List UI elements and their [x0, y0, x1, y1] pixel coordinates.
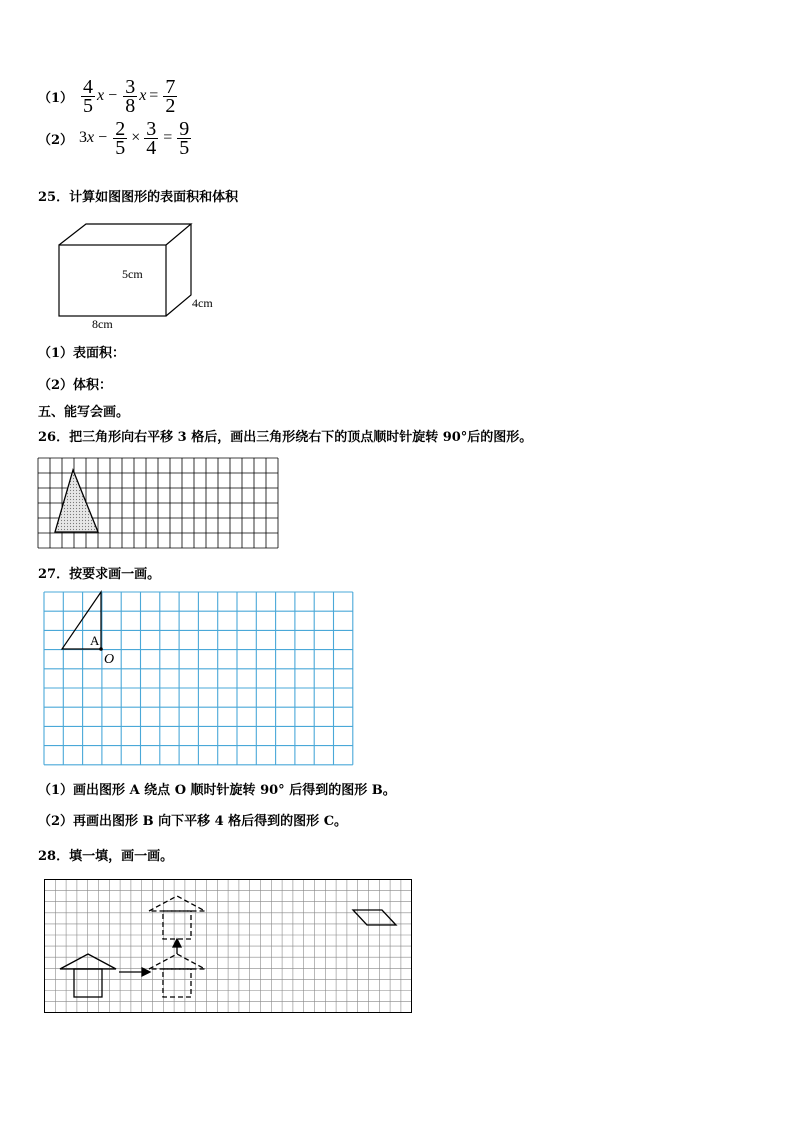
- q25-sub2: （2）体积：: [38, 378, 113, 393]
- cuboid-top-face: [59, 224, 191, 245]
- section-title: 五、能写会画。: [38, 405, 130, 420]
- q27-sub1: （1）画出图形 A 绕点 O 顺时针旋转 90° 后得到的图形 B。: [38, 783, 396, 798]
- blue-grid-lines: [44, 592, 353, 765]
- q27-grid-figure: [42, 590, 360, 768]
- minus-sign: −: [98, 129, 108, 146]
- q25-sub1: （1）表面积：: [38, 346, 126, 361]
- equation-2-label: （2）: [38, 132, 74, 148]
- length-label: 8cm: [92, 317, 113, 331]
- dashed-house-upper: [149, 896, 205, 939]
- coefficient: 3: [79, 129, 88, 146]
- label-o: O: [104, 652, 115, 667]
- question-27-title: 27．按要求画一画。: [38, 567, 161, 582]
- equation-1-label: （1）: [38, 90, 74, 106]
- equals-sign: =: [163, 129, 173, 146]
- point-o: [99, 647, 103, 651]
- shaded-triangle: [55, 470, 98, 532]
- parallelogram-shape: [353, 910, 396, 925]
- equation-2: [38, 118, 193, 158]
- fraction: $\frac{2}{5}$: [115, 117, 126, 159]
- variable-x: x: [139, 87, 147, 104]
- fraction: $\frac{3}{8}$: [125, 75, 136, 117]
- question-26-title: 26．把三角形向右平移 3 格后，画出三角形绕右下的顶点顺时针旋转 90°后的图形。: [38, 430, 533, 445]
- height-label: 5cm: [122, 267, 143, 281]
- cuboid-front-face: [59, 245, 166, 316]
- question-28-title: 28．填一填，画一画。: [38, 849, 174, 864]
- fraction: $\frac{3}{4}$: [146, 117, 157, 159]
- q26-grid-figure: [36, 456, 281, 550]
- equation-1: [38, 76, 179, 116]
- width-label: 4cm: [192, 296, 213, 310]
- fraction: $\frac{9}{5}$: [179, 117, 190, 159]
- grid-lines: [45, 880, 412, 1013]
- equals-sign: =: [149, 87, 159, 104]
- variable-x: x: [87, 129, 95, 146]
- arrow-right-icon: [119, 968, 150, 976]
- cuboid-figure: [50, 218, 230, 332]
- times-sign: ×: [131, 129, 141, 146]
- question-25-title: 25．计算如图图形的表面积和体积: [38, 190, 239, 205]
- variable-x: x: [97, 87, 105, 104]
- fraction: $\frac{4}{5}$: [83, 75, 94, 117]
- fraction: $\frac{7}{2}$: [165, 75, 176, 117]
- q28-grid-figure: [44, 879, 414, 1015]
- q27-sub2: （2）再画出图形 B 向下平移 4 格后得到的图形 C。: [38, 814, 348, 829]
- minus-sign: −: [108, 87, 118, 104]
- cuboid-side-face: [166, 224, 191, 316]
- label-a: A: [90, 633, 100, 648]
